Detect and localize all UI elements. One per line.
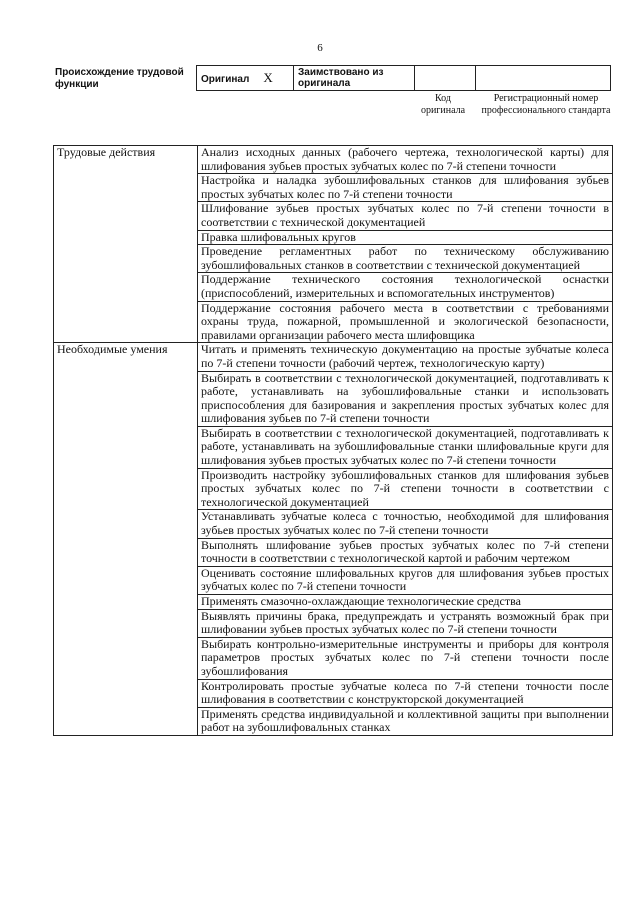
section-title: Трудовые действия: [54, 146, 198, 343]
list-item: Выбирать в соответствии с технологической документацией, подготавливать к работе, устанавливать на зубошлифовальные станки шлифовальные круги для шлифования зубьев простых зубчатых колес по 7-й степени точности: [198, 426, 613, 468]
list-item: Оценивать состояние шлифовальных кругов для шлифования зубьев простых зубчатых колес по 7-й степени точности: [198, 566, 613, 594]
section-title: Необходимые умения: [54, 343, 198, 736]
code-cell: [415, 66, 476, 91]
list-item: Производить настройку зубошлифовальных станков для шлифования зубьев простых зубчатых колес по 7-й степени точности в соответствии с технологической документацией: [198, 468, 613, 510]
list-item: Настройка и наладка зубошлифовальных станков для шлифования зубьев простых зубчатых колес по 7-й степени точности: [198, 174, 613, 202]
origin-table: [196, 65, 611, 91]
list-item: Анализ исходных данных (рабочего чертежа, технологической карты) для шлифования зубьев простых зубчатых колес по 7-й степени точности: [198, 146, 613, 174]
reg-number-caption: Регистрационный номер профессионального стандарта: [481, 93, 611, 116]
original-cell: [197, 66, 294, 91]
borrowed-cell: Заимствовано из оригинала: [294, 66, 415, 91]
table-row: [54, 146, 613, 174]
list-item: Правка шлифовальных кругов: [198, 230, 613, 245]
list-item: Контролировать простые зубчатые колеса по 7-й степени точности после шлифования в соответствии с конструкторской документацией: [198, 679, 613, 707]
list-item: Выбирать контрольно-измерительные инструменты и приборы для контроля параметров простых зубчатых колес по 7-й степени точности после зубошлифования: [198, 637, 613, 679]
list-item: Применять смазочно-охлаждающие технологические средства: [198, 595, 613, 610]
list-item: Применять средства индивидуальной и коллективной защиты при выполнении работ на зубошлифовальных станках: [198, 707, 613, 735]
table-row: [54, 343, 613, 371]
code-caption: Код оригинала: [420, 93, 466, 116]
list-item: Поддержание технического состояния технологической оснастки (приспособлений, измерительных и вспомогательных инструментов): [198, 273, 613, 301]
reg-number-cell: [476, 66, 611, 91]
list-item: Выбирать в соответствии с технологической документацией, подготавливать к работе, устанавливать на зубошлифовальные станки и использовать приспособления для базирования и закрепления простых зубчатых колес для шлифования зубьев по 7-й степени точности: [198, 371, 613, 426]
list-item: Шлифование зубьев простых зубчатых колес по 7-й степени точности в соответствии с технической документацией: [198, 202, 613, 230]
original-mark: X: [263, 69, 273, 85]
original-label: Оригинал: [201, 73, 250, 85]
functions-table: [53, 145, 613, 736]
page-number: 6: [317, 42, 323, 54]
list-item: Поддержание состояния рабочего места в соответствии с требованиями охраны труда, пожарной, промышленной и экологической безопасности, правилами организации рабочего места шлифовщика: [198, 301, 613, 343]
list-item: Выполнять шлифование зубьев простых зубчатых колес по 7-й степени точности в соответствии с технологической картой и рабочим чертежом: [198, 538, 613, 566]
list-item: Устанавливать зубчатые колеса с точностью, необходимой для шлифования зубьев простых зубчатых колес по 7-й степени точности: [198, 510, 613, 538]
origin-label: Происхождение трудовой функции: [55, 67, 184, 90]
list-item: Выявлять причины брака, предупреждать и устранять возможный брак при шлифовании зубьев простых зубчатых колес по 7-й степени точности: [198, 609, 613, 637]
list-item: Проведение регламентных работ по техническому обслуживанию зубошлифовальных станков в соответствии с технической документацией: [198, 245, 613, 273]
list-item: Читать и применять техническую документацию на простые зубчатые колеса по 7-й степени точности (рабочий чертеж, технологическую карту): [198, 343, 613, 371]
